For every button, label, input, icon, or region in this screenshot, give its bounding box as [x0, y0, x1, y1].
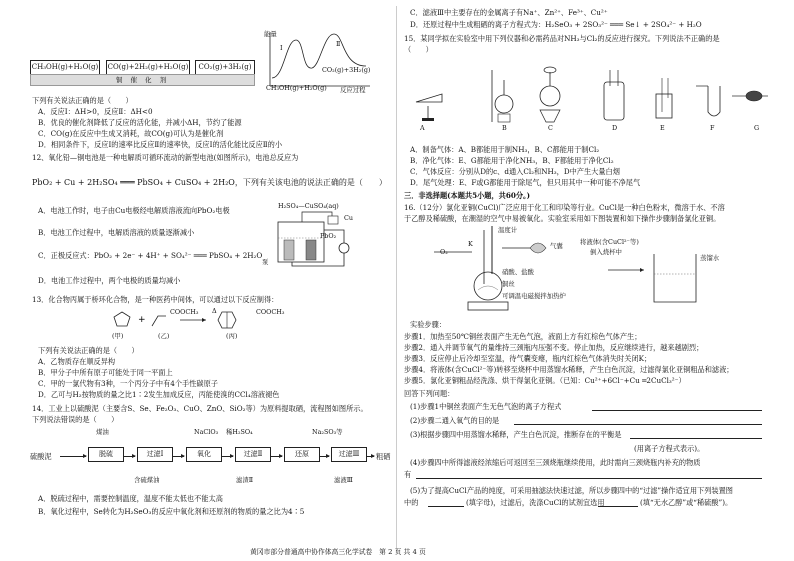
- battery-cu-label: Cu: [344, 214, 354, 222]
- q15-option-c: C．气体反应：分别从D的c、d通入Cl₂和NH₃，D中产生大量白烟: [410, 167, 620, 176]
- apparatus-label-g: G: [754, 124, 760, 132]
- flow-step-reduce: 还原: [284, 447, 320, 462]
- q16-question-2: (2)步骤二通入氧气的目的是: [410, 416, 500, 425]
- catalyst-bar: 铜 催 化 剂: [30, 74, 255, 86]
- q15-paren: （ ）: [404, 45, 433, 54]
- energy-axis-label: 能量: [264, 30, 277, 38]
- start-state-label: CH₃OH(g)+H₂O(g): [266, 84, 327, 92]
- energy-profile-chart: [262, 30, 374, 92]
- apparatus-label-a: A: [420, 124, 425, 132]
- q16-steps-title: 实验步骤：: [410, 320, 446, 329]
- section-3-heading: 三．非选择题(本题共5小题，共60分。): [404, 191, 531, 200]
- flow-arrow: [319, 456, 329, 457]
- apparatus-label-f: F: [710, 124, 715, 132]
- q13-option-d: D．乙可与H₂按物质的量之比1∶2发生加成反应，丙能使溴的CCl₄溶液褪色: [38, 390, 280, 399]
- q14-question: 下列说法错误的是（ ）: [32, 415, 119, 424]
- fig-water-label: 蒸馏水: [700, 254, 720, 262]
- apparatus-label-d: D: [612, 124, 618, 132]
- q16-question-5: (5)为了提高CuCl产品的纯度，可采用抽滤法快速过滤，所以步骤四中的“过滤”操作适宜用下列装置图: [410, 486, 733, 495]
- battery-electrolyte-label: H₂SO₄—CuSO₄(aq): [278, 202, 339, 210]
- left-column: [30, 0, 391, 561]
- q14-option-d: D．还原过程中生成粗硒的离子方程式为：H₂SeO₃ + 2SO₃²⁻ ═══ Se↓ + 2SO₄²⁻ + H₂O: [410, 20, 702, 29]
- answer-blank-5a[interactable]: [428, 506, 464, 507]
- q16-question-3-tail: (用离子方程式表示)。: [634, 444, 705, 453]
- battery-pump-label: 泵: [262, 258, 269, 266]
- answer-blank-3[interactable]: [630, 438, 762, 439]
- q13-condition: Δ: [212, 307, 217, 315]
- flow-start: 硫酸泥: [30, 452, 52, 461]
- q12-option-d: D．电池工作过程中，两个电极的质量均减小: [38, 276, 181, 285]
- svg-text:+: +: [138, 315, 146, 325]
- q16-question-4-tail: 有: [404, 470, 412, 479]
- q13-label-bing: (丙): [226, 332, 238, 340]
- curve-label-2: Ⅱ: [336, 40, 341, 48]
- flow-step-filter-2: 过滤Ⅱ: [235, 447, 271, 462]
- q11-stem: 下列有关说法正确的是（ ）: [32, 96, 133, 105]
- q16-question-3: (3)根据步骤四中用蒸馏水稀释，产生白色沉淀，推断存在的平衡是: [410, 430, 622, 439]
- q16-step-3: 步骤3．反应停止后冷却至室温，待气囊变瘪，瓶内红棕色气体消失时关闭K；: [404, 354, 652, 363]
- q12-option-b: B．电池工作过程中，电解质溶液的质量逐渐减小: [38, 228, 195, 237]
- flow-arrow: [221, 456, 233, 457]
- fig-k-label: K: [468, 240, 473, 248]
- q13-label-yi: (乙): [158, 332, 170, 340]
- fig-o2-label: O₂: [440, 248, 448, 256]
- flow-bottom-label-residue: 滤渣Ⅱ: [236, 476, 254, 484]
- battery-pbo2-label: PbO₂: [320, 232, 337, 240]
- q13-option-b: B．甲分子中所有原子可能处于同一平面上: [38, 368, 173, 377]
- apparatus-label-c: C: [548, 124, 553, 132]
- reactant-box: CH₃OH(g)+H₂O(g): [30, 60, 100, 75]
- q16-step-5: 步骤5．氯化亚铜粗品经洗涤、烘干得氯化亚铜。（已知：Cu²⁺+6Cl⁻+Cu ═2CuCl₃²⁻）: [404, 376, 686, 385]
- q13-option-a: A．乙物质存在顺反异构: [38, 357, 116, 366]
- q12-equation: PbO₂ + Cu + 2H₂SO₄ ═══ PbSO₄ + CuSO₄ + 2H₂O，下列有关该电池的说法正确的是（ ）: [32, 178, 387, 187]
- fig-copper-wire-label: 铜丝: [502, 280, 515, 288]
- q13-option-c: C．甲的一氯代物有3种，一个丙分子中有4个手性碳原子: [38, 379, 218, 388]
- q14-stem: 14．工业上以硫酸泥（主要含S、Se、Fe₂O₃、CuO、ZnO、SiO₂等）为原料提取硒，流程图如图所示。: [32, 404, 368, 413]
- q16-stem-line-2: 于乙醇及稀硫酸，在潮湿的空气中易被氧化。实验室采用如下图装置和如下操作步骤制备氯化亚铜。: [404, 214, 721, 223]
- fig-thermometer-label: 温度计: [498, 226, 518, 234]
- q16-answer-title: 回答下列问题：: [404, 389, 455, 398]
- fig-acid-label: 硝酸、盐酸: [502, 268, 534, 276]
- q16-step-2: 步骤2．通入并调节氧气的量维持三颈瓶内压强不变。停止加热，反应继续进行，越来越剧烈；: [404, 343, 704, 352]
- end-state-label: CO₂(g)+3H₂(g): [322, 66, 371, 74]
- flow-bottom-label-kerosene: 含硫煤油: [134, 476, 160, 484]
- q13-stem: 13．化合物丙属于桥环化合物，是一种医药中间体，可以通过以下反应制得：: [32, 295, 279, 304]
- q12-option-a: A．电池工作时，电子由Cu电极经电解质溶液流向PbO₂电极: [38, 206, 230, 215]
- q15-option-b: B．净化气体：E、G都能用于净化NH₃，B、F都能用于净化Cl₂: [410, 156, 614, 165]
- apparatus-label-e: E: [660, 124, 665, 132]
- q11-option-b: B．优良的催化剂降低了反应的活化能，并减小ΔH，节约了能源: [38, 118, 242, 127]
- q14-option-a: A．脱硫过程中，需要控制温度，温度不能太低也不能太高: [38, 494, 223, 503]
- q16-question-5-mid: 中的: [404, 498, 419, 507]
- flow-arrow: [172, 456, 184, 457]
- curve-label-1: Ⅰ: [280, 44, 283, 52]
- answer-blank-1[interactable]: [592, 410, 762, 411]
- q11-option-a: A．反应Ⅰ：ΔH>0，反应Ⅱ：ΔH<0: [38, 107, 153, 116]
- fig-gas-bag-label: 气囊: [550, 242, 563, 250]
- q11-option-c: C．CO(g)在反应中生成又消耗，故CO(g)可认为是催化剂: [38, 129, 224, 138]
- q16-question-4: (4)步骤四中所得滤液经浓缩后可返回至三颈烧瓶继续使用，此时需向三颈烧瓶内补充的物质: [410, 458, 701, 467]
- q13-label-jia: (甲): [112, 332, 124, 340]
- q14-option-c: C．滤液Ⅲ中主要存在的金属离子有Na⁺、Zn²⁺、Fe³⁺、Cu²⁺: [410, 8, 608, 17]
- q16-stem-line-1: 16.（12分）氯化亚铜(CuCl)广泛应用于化工和印染等行业。CuCl是一种白色粉末，微溶于水、不溶: [404, 203, 725, 212]
- fig-heater-label: 可调温电磁搅拌加热炉: [502, 292, 566, 300]
- q16-question-5-tail: (填字母)，过滤后，洗涤CuCl的试剂宜选用: [466, 498, 605, 507]
- q15-option-a: A．制备气体：A、B都能用于制NH₃，B、C都能用于制Cl₂: [410, 145, 600, 154]
- flow-step-filter-1: 过滤Ⅰ: [137, 447, 173, 462]
- flow-top-label-h2so4: 稀H₂SO₄: [226, 428, 253, 436]
- q15-apparatus-figure: [408, 62, 770, 132]
- flow-arrow: [123, 456, 135, 457]
- product-box: CO₂(g)+3H₂(g): [195, 60, 255, 75]
- flow-top-label-naclo3: NaClO₃: [194, 428, 219, 436]
- fig-liquid-label: 将液体(含CuCl²⁻等): [580, 238, 639, 246]
- q16-step-1: 步骤1．加热至50℃铜丝表面产生无色气泡，液面上方有红棕色气体产生；: [404, 332, 642, 341]
- page-footer: 黄冈市部分普通高中协作体高三化学试卷 第 2 页 共 4 页: [250, 548, 426, 556]
- apparatus-label-b: B: [502, 124, 507, 132]
- q11-option-d: D．相同条件下，反应Ⅰ的速率比反应Ⅱ的速率快，反应Ⅰ的活化能比反应Ⅱ的小: [38, 140, 283, 149]
- q13-product-group: COOCH₃: [256, 308, 285, 316]
- flow-end: 粗硒: [376, 452, 391, 461]
- right-column: [402, 0, 772, 561]
- intermediate-box: CO(g)+2H₂(g)+H₂O(g): [106, 60, 190, 75]
- flow-top-label-na2so3: Na₂SO₃等: [312, 428, 343, 436]
- answer-blank-4[interactable]: [416, 478, 762, 479]
- q16-question-5-end: (填“无水乙醇”或“稀硫酸”)。: [640, 498, 733, 507]
- q15-stem: 15．某同学拟在实验室中用下列仪器和必需药品对NH₃与Cl₂的反应进行探究。下列说法不正确的是: [404, 34, 720, 43]
- q14-option-b: B．氧化过程中，Se转化为H₂SeO₃的反应中氧化剂和还原剂的物质的量之比为4∶5: [38, 507, 305, 516]
- q13-reagent-b: COOCH₃: [170, 308, 199, 316]
- column-divider: [396, 6, 397, 551]
- q16-step-4: 步骤4．将液体(含CuCl²⁻等)转移至烧杯中用蒸馏水稀释，产生白色沉淀，过滤得氯化亚铜粗品和滤液；: [404, 365, 734, 374]
- flow-arrow: [270, 456, 282, 457]
- flow-step-oxidize: 氧化: [186, 447, 222, 462]
- fig-liquid-label-2: 倒入烧杯中: [590, 248, 622, 256]
- flow-step-filter-3: 过滤Ⅲ: [331, 447, 367, 462]
- flow-arrow: [60, 456, 86, 457]
- q13-question: 下列有关说法正确的是（ ）: [38, 346, 139, 355]
- flow-top-label-kerosene: 煤油: [96, 428, 109, 436]
- answer-blank-5b[interactable]: [598, 506, 638, 507]
- q15-option-d: D．尾气处理：E、F或G都能用于除尾气，但只用其中一种可能不净尾气: [410, 178, 641, 187]
- flow-arrow: [366, 456, 374, 457]
- q12-option-c: C．正极反应式：PbO₂ + 2e⁻ + 4H⁺ + SO₄²⁻ ═══ PbSO₄ + 2H₂O: [38, 251, 263, 260]
- q12-stem: 12、氧化铅—铜电池是一种电解质可循环流动的新型电池(如图所示)，电池总反应为: [32, 153, 299, 162]
- q16-question-1: (1)步骤1中铜丝表面产生无色气泡的离子方程式: [410, 402, 562, 411]
- answer-blank-2[interactable]: [514, 424, 762, 425]
- reaction-axis-label: 反应过程: [340, 86, 366, 94]
- flow-step-desulfur: 脱硫: [88, 447, 124, 462]
- flow-bottom-label-filtrate: 滤液Ⅲ: [334, 476, 353, 484]
